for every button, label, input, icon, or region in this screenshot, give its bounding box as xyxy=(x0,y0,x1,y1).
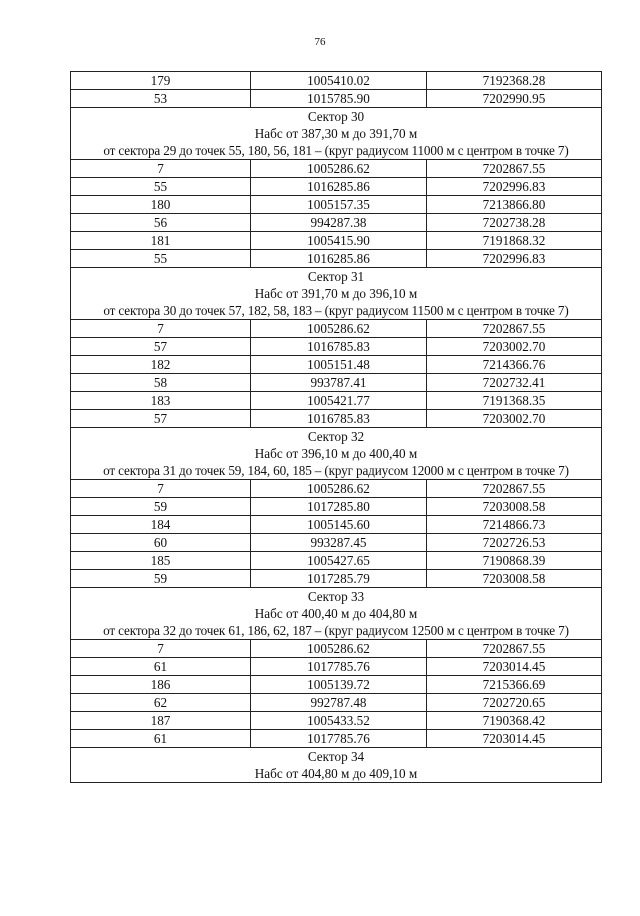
x-coordinate-cell: 993787.41 xyxy=(251,374,427,392)
x-coordinate-cell: 1005286.62 xyxy=(251,640,427,658)
sector-description: от сектора 29 до точек 55, 180, 56, 181 – (круг радиусом 11000 м с центром в точке 7) xyxy=(71,142,602,160)
table-row xyxy=(71,72,602,90)
table-row xyxy=(71,712,602,730)
point-number-cell: 187 xyxy=(71,712,251,730)
table-row xyxy=(71,338,602,356)
y-coordinate-cell: 7191868.32 xyxy=(427,232,602,250)
y-coordinate-cell: 7202867.55 xyxy=(427,480,602,498)
point-number-cell: 7 xyxy=(71,480,251,498)
point-number-cell: 57 xyxy=(71,338,251,356)
y-coordinate-cell: 7203014.45 xyxy=(427,730,602,748)
sector-range-row xyxy=(71,605,602,622)
y-coordinate-cell: 7203002.70 xyxy=(427,410,602,428)
y-coordinate-cell: 7214366.76 xyxy=(427,356,602,374)
table-row xyxy=(71,534,602,552)
point-number-cell: 55 xyxy=(71,250,251,268)
y-coordinate-cell: 7203014.45 xyxy=(427,658,602,676)
y-coordinate-cell: 7203008.58 xyxy=(427,498,602,516)
sector-altitude-range: Набс от 396,10 м до 400,40 м xyxy=(71,445,602,462)
x-coordinate-cell: 1005286.62 xyxy=(251,320,427,338)
table-row xyxy=(71,178,602,196)
sector-altitude-range: Набс от 387,30 м до 391,70 м xyxy=(71,125,602,142)
x-coordinate-cell: 1005286.62 xyxy=(251,160,427,178)
y-coordinate-cell: 7202726.53 xyxy=(427,534,602,552)
sector-description-row xyxy=(71,302,602,320)
y-coordinate-cell: 7202867.55 xyxy=(427,160,602,178)
y-coordinate-cell: 7202720.65 xyxy=(427,694,602,712)
x-coordinate-cell: 992787.48 xyxy=(251,694,427,712)
sector-title-row xyxy=(71,748,602,766)
x-coordinate-cell: 1005410.02 xyxy=(251,72,427,90)
table-row xyxy=(71,410,602,428)
table-row xyxy=(71,214,602,232)
sector-description: от сектора 31 до точек 59, 184, 60, 185 – (круг радиусом 12000 м с центром в точке 7) xyxy=(71,462,602,480)
y-coordinate-cell: 7202996.83 xyxy=(427,178,602,196)
table-row xyxy=(71,640,602,658)
table-row xyxy=(71,480,602,498)
y-coordinate-cell: 7202867.55 xyxy=(427,640,602,658)
point-number-cell: 57 xyxy=(71,410,251,428)
sector-description-row xyxy=(71,142,602,160)
sector-range-row xyxy=(71,765,602,783)
y-coordinate-cell: 7203002.70 xyxy=(427,338,602,356)
sector-description: от сектора 30 до точек 57, 182, 58, 183 – (круг радиусом 11500 м с центром в точке 7) xyxy=(71,302,602,320)
x-coordinate-cell: 1005421.77 xyxy=(251,392,427,410)
sector-title-row xyxy=(71,428,602,446)
table-row xyxy=(71,552,602,570)
y-coordinate-cell: 7190868.39 xyxy=(427,552,602,570)
table-row xyxy=(71,570,602,588)
table-row xyxy=(71,498,602,516)
coordinates-table xyxy=(70,71,602,783)
point-number-cell: 186 xyxy=(71,676,251,694)
point-number-cell: 61 xyxy=(71,658,251,676)
y-coordinate-cell: 7202990.95 xyxy=(427,90,602,108)
table-row xyxy=(71,694,602,712)
x-coordinate-cell: 1005286.62 xyxy=(251,480,427,498)
sector-description: от сектора 32 до точек 61, 186, 62, 187 – (круг радиусом 12500 м с центром в точке 7) xyxy=(71,622,602,640)
point-number-cell: 180 xyxy=(71,196,251,214)
sector-altitude-range: Набс от 400,40 м до 404,80 м xyxy=(71,605,602,622)
point-number-cell: 182 xyxy=(71,356,251,374)
sector-description-row xyxy=(71,622,602,640)
x-coordinate-cell: 994287.38 xyxy=(251,214,427,232)
x-coordinate-cell: 1015785.90 xyxy=(251,90,427,108)
point-number-cell: 61 xyxy=(71,730,251,748)
x-coordinate-cell: 1017785.76 xyxy=(251,730,427,748)
x-coordinate-cell: 1005145.60 xyxy=(251,516,427,534)
sector-title: Сектор 30 xyxy=(71,108,602,126)
x-coordinate-cell: 1017785.76 xyxy=(251,658,427,676)
x-coordinate-cell: 1016785.83 xyxy=(251,338,427,356)
table-row xyxy=(71,356,602,374)
sector-altitude-range: Набс от 391,70 м до 396,10 м xyxy=(71,285,602,302)
y-coordinate-cell: 7215366.69 xyxy=(427,676,602,694)
point-number-cell: 7 xyxy=(71,640,251,658)
x-coordinate-cell: 1005433.52 xyxy=(251,712,427,730)
sector-title-row xyxy=(71,588,602,606)
x-coordinate-cell: 1005157.35 xyxy=(251,196,427,214)
table-row xyxy=(71,658,602,676)
x-coordinate-cell: 1016285.86 xyxy=(251,250,427,268)
point-number-cell: 56 xyxy=(71,214,251,232)
page-number: 76 xyxy=(314,36,326,48)
sector-description-row xyxy=(71,462,602,480)
table-row xyxy=(71,392,602,410)
point-number-cell: 179 xyxy=(71,72,251,90)
y-coordinate-cell: 7190368.42 xyxy=(427,712,602,730)
point-number-cell: 181 xyxy=(71,232,251,250)
sector-title: Сектор 33 xyxy=(71,588,602,606)
sector-range-row xyxy=(71,125,602,142)
y-coordinate-cell: 7202867.55 xyxy=(427,320,602,338)
y-coordinate-cell: 7202996.83 xyxy=(427,250,602,268)
table-row xyxy=(71,320,602,338)
x-coordinate-cell: 993287.45 xyxy=(251,534,427,552)
y-coordinate-cell: 7213866.80 xyxy=(427,196,602,214)
point-number-cell: 53 xyxy=(71,90,251,108)
sector-title: Сектор 32 xyxy=(71,428,602,446)
coordinates-table-body xyxy=(71,72,602,783)
table-row xyxy=(71,374,602,392)
point-number-cell: 7 xyxy=(71,320,251,338)
y-coordinate-cell: 7191368.35 xyxy=(427,392,602,410)
point-number-cell: 185 xyxy=(71,552,251,570)
sector-range-row xyxy=(71,445,602,462)
table-row xyxy=(71,160,602,178)
x-coordinate-cell: 1005151.48 xyxy=(251,356,427,374)
sector-title-row xyxy=(71,108,602,126)
table-row xyxy=(71,250,602,268)
y-coordinate-cell: 7214866.73 xyxy=(427,516,602,534)
x-coordinate-cell: 1016785.83 xyxy=(251,410,427,428)
x-coordinate-cell: 1017285.80 xyxy=(251,498,427,516)
point-number-cell: 7 xyxy=(71,160,251,178)
x-coordinate-cell: 1017285.79 xyxy=(251,570,427,588)
y-coordinate-cell: 7202732.41 xyxy=(427,374,602,392)
point-number-cell: 55 xyxy=(71,178,251,196)
point-number-cell: 60 xyxy=(71,534,251,552)
sector-title-row xyxy=(71,268,602,286)
point-number-cell: 183 xyxy=(71,392,251,410)
x-coordinate-cell: 1016285.86 xyxy=(251,178,427,196)
sector-title: Сектор 34 xyxy=(71,748,602,766)
table-row xyxy=(71,516,602,534)
x-coordinate-cell: 1005415.90 xyxy=(251,232,427,250)
point-number-cell: 59 xyxy=(71,570,251,588)
sector-title: Сектор 31 xyxy=(71,268,602,286)
sector-range-row xyxy=(71,285,602,302)
y-coordinate-cell: 7202738.28 xyxy=(427,214,602,232)
point-number-cell: 184 xyxy=(71,516,251,534)
y-coordinate-cell: 7192368.28 xyxy=(427,72,602,90)
y-coordinate-cell: 7203008.58 xyxy=(427,570,602,588)
point-number-cell: 62 xyxy=(71,694,251,712)
sector-altitude-range: Набс от 404,80 м до 409,10 м xyxy=(71,765,602,783)
point-number-cell: 58 xyxy=(71,374,251,392)
table-row xyxy=(71,196,602,214)
table-row xyxy=(71,676,602,694)
table-row xyxy=(71,232,602,250)
x-coordinate-cell: 1005427.65 xyxy=(251,552,427,570)
table-row xyxy=(71,730,602,748)
point-number-cell: 59 xyxy=(71,498,251,516)
table-row xyxy=(71,90,602,108)
x-coordinate-cell: 1005139.72 xyxy=(251,676,427,694)
